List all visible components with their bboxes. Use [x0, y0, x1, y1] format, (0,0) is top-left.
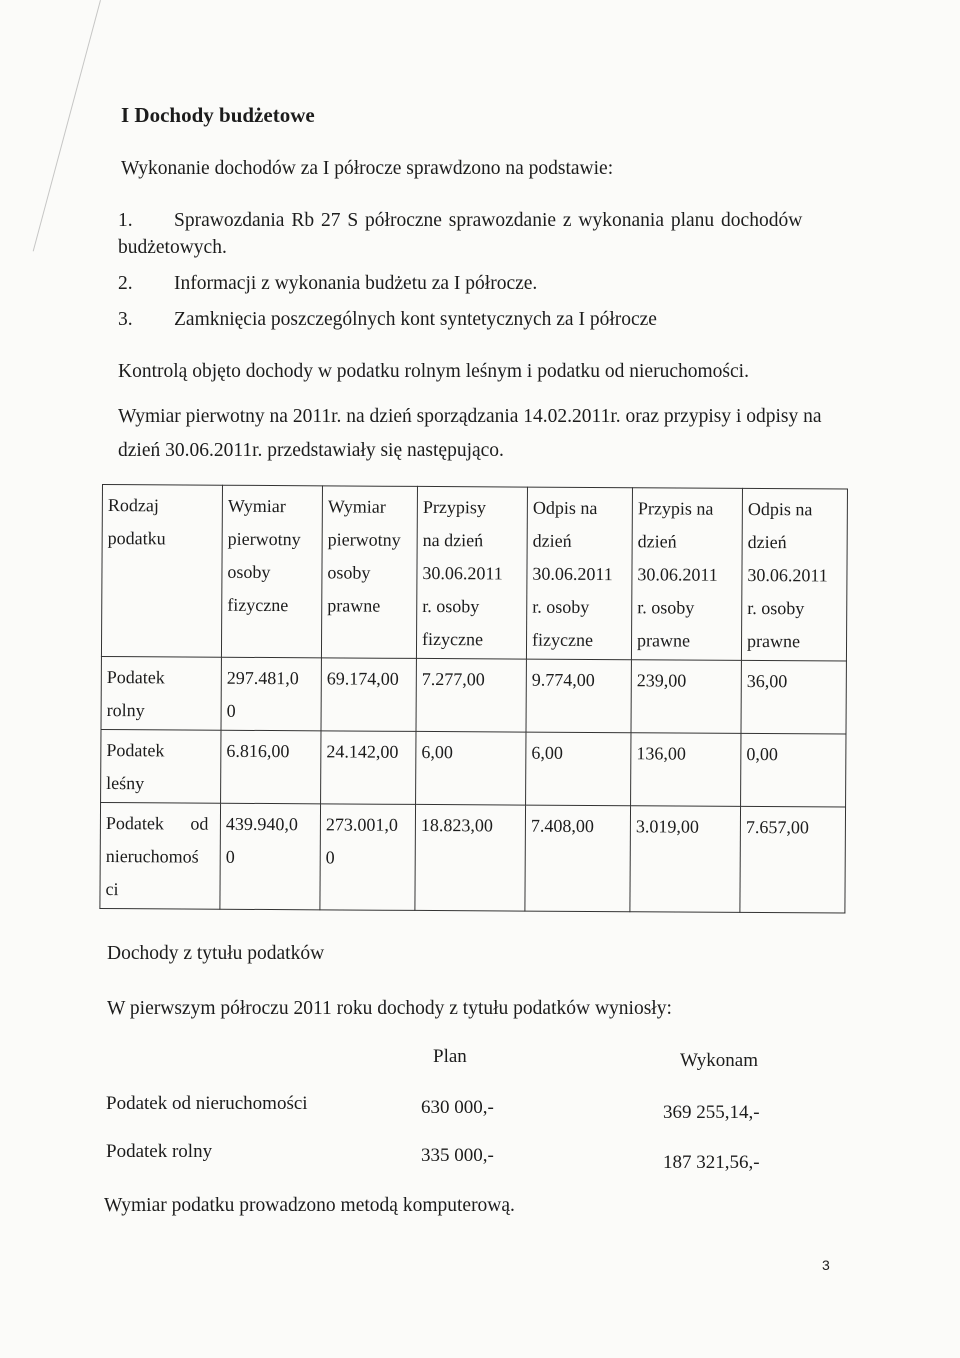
- table-cell: 18.823,00: [415, 804, 526, 911]
- table-cell: 239,00: [631, 660, 741, 734]
- list-number: 2.: [118, 273, 133, 294]
- header-cell-assessment-legal: Wymiar pierwotny osoby prawne: [321, 486, 417, 659]
- table-cell: 297.481,0 0: [221, 657, 321, 731]
- execution-header: Wykonam: [680, 1050, 759, 1071]
- list-number: 1.: [118, 210, 133, 231]
- list-number: 3.: [118, 309, 133, 330]
- table-cell: 6,00: [416, 731, 526, 805]
- list-text-continued: budżetowych.: [118, 237, 227, 258]
- table-cell: 136,00: [631, 733, 741, 807]
- table-cell: 36,00: [741, 660, 846, 734]
- header-cell-charge-legal: Przypis na dzień 30.06.2011 r. osoby prawne: [631, 488, 742, 661]
- table-cell: 7.408,00: [525, 805, 631, 912]
- header-cell-charges-individuals: Przypisy na dzień 30.06.2011 r. osoby fizyczne: [416, 486, 527, 659]
- plan-header: Plan: [433, 1046, 467, 1067]
- income-row-execution: 187 321,56,-: [663, 1152, 760, 1173]
- tax-assessment-table: [99, 484, 848, 914]
- table-header-row: [101, 485, 847, 662]
- assessment-text: Wymiar pierwotny na 2011r. na dzień sporządzania 14.02.2011r. oraz przypisy i odpisy na: [118, 406, 822, 427]
- income-row-plan: 335 000,-: [421, 1145, 494, 1166]
- intro-text: Wykonanie dochodów za I półrocze sprawdzono na podstawie:: [121, 158, 614, 179]
- table-cell: 69.174,00: [321, 658, 416, 732]
- list-text: Zamknięcia poszczególnych kont syntetycznych za I półrocze: [174, 309, 657, 330]
- control-scope-text: Kontrolą objęto dochody w podatku rolnym leśnym i podatku od nieruchomości.: [118, 361, 749, 382]
- row-label: Podatek leśny: [101, 729, 221, 803]
- section-heading: I Dochody budżetowe: [121, 103, 315, 127]
- table-cell: 273.001,0 0: [320, 804, 416, 911]
- header-cell-tax-type: Rodzaj podatku: [101, 485, 222, 658]
- table-cell: 0,00: [741, 733, 846, 807]
- income-row-execution: 369 255,14,-: [663, 1102, 760, 1123]
- table-cell: 6.816,00: [221, 730, 321, 804]
- table-cell: 6,00: [526, 732, 631, 806]
- table-cell: 9.774,00: [526, 659, 631, 733]
- footer-note: Wymiar podatku prowadzono metodą komputerową.: [104, 1195, 515, 1216]
- income-row-label: Podatek od nieruchomości: [106, 1093, 308, 1114]
- row-label: Podatek rolny: [101, 656, 221, 730]
- row-label: Podatek od nieruchomoś ci: [100, 802, 221, 909]
- page-number: 3: [822, 1257, 830, 1273]
- table-cell: 439.940,0 0: [220, 803, 321, 910]
- table-cell: 7.657,00: [740, 806, 846, 913]
- income-heading: Dochody z tytułu podatków: [107, 943, 325, 964]
- header-cell-writeoff-individuals: Odpis na dzień 30.06.2011 r. osoby fizyczne: [526, 487, 632, 660]
- table-row: [101, 729, 846, 807]
- table-cell: 7.277,00: [416, 658, 526, 732]
- header-cell-writeoff-legal: Odpis na dzień 30.06.2011 r. osoby prawne: [741, 488, 847, 661]
- income-row-plan: 630 000,-: [421, 1097, 494, 1118]
- income-row-label: Podatek rolny: [106, 1141, 213, 1162]
- assessment-text-continued: dzień 30.06.2011r. przedstawiały się następująco.: [118, 440, 504, 461]
- list-text: Sprawozdania Rb 27 S półroczne sprawozdanie z wykonania planu dochodów: [174, 210, 803, 231]
- table-row: [100, 802, 846, 913]
- scan-edge-line: [33, 0, 101, 251]
- table-cell: 3.019,00: [630, 806, 741, 913]
- header-cell-assessment-individuals: Wymiar pierwotny osoby fizyczne: [221, 485, 322, 658]
- income-intro: W pierwszym półroczu 2011 roku dochody z tytułu podatków wyniosły:: [107, 998, 672, 1019]
- list-text: Informacji z wykonania budżetu za I półrocze.: [174, 273, 538, 294]
- table-cell: 24.142,00: [321, 731, 416, 805]
- table-row: [101, 656, 846, 734]
